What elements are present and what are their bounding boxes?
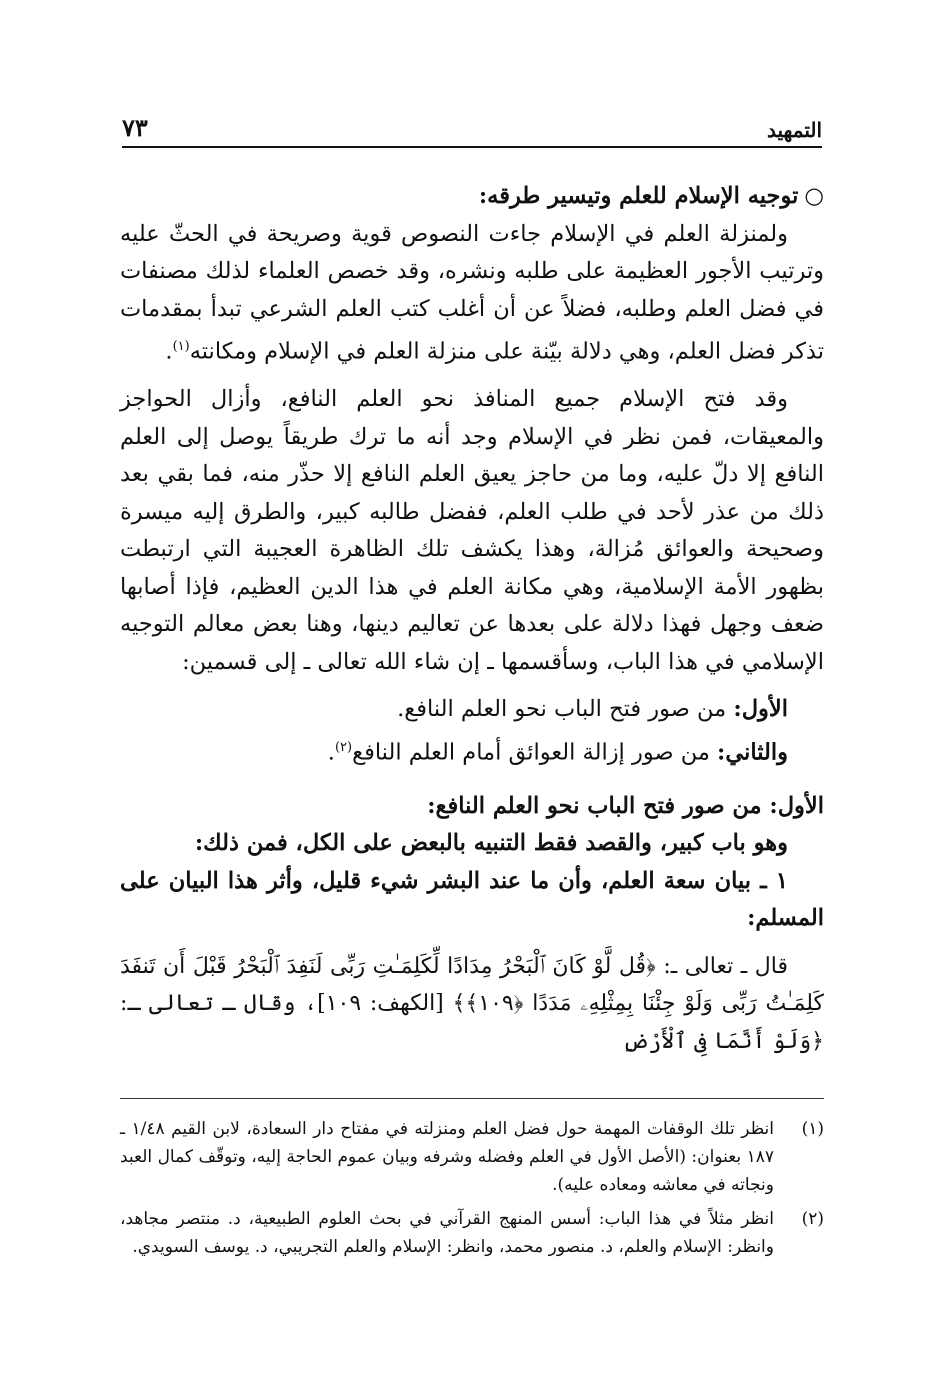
quran-verse-1: ﴿قُل لَّوْ كَانَ ٱلْبَحْرُ مِدَادًا لِّكَلِمَـٰتِ رَبِّى لَنَفِدَ ٱلْبَحْرُ قَبْلَ أَن تَنفَدَ كَلِمَـٰتُ رَبِّى وَلَوْ جِئْنَا بِمِثْلِهِۦ مَدَدًا ﴿١٠٩﴾﴾ <box>120 953 824 1016</box>
spacer <box>120 772 824 788</box>
division-item-2: والثاني: من صور إزالة العوائق أمام العلم النافع$^{(٢)}$. <box>327 739 788 765</box>
footnote-ref-2: (٢) <box>334 739 353 755</box>
quran-verse-2: ﴿وَلَوْ أَنَّمَا فِى ٱلْأَرْضِ <box>622 1028 824 1054</box>
section-heading <box>120 178 824 216</box>
paragraph-2: وقد فتح الإسلام جميع المنافذ نحو العلم النافع، وأزال الحواجز والمعيقات، فمن نظر في الإسلام وجد أنه ما ترك طريقاً يوصل إلى العلم النافع إلا دلّ عليه، وما من حاجز يعيق العلم النافع إلا حذّر منه، فما بقي بعد ذلك من عذر لأحد في طلب العلم، ففضل طالبه كبير، والطرق إليه ميسرة وصحيحة والعوائق مُزالة، وهذا يكشف تلك الظاهرة العجيبة التي ارتبطت بظهور الأمة الإسلامية، وهي مكانة العلم في هذا الدين العظيم، فإذا أصابها ضعف وجهل فهذا دلالة على بعدها عن تعاليم دينها، وهنا بعض معالم التوجيه الإسلامي في هذا الباب، وسأقسمها ـ إن شاء الله تعالى ـ إلى قسمين: <box>120 386 824 675</box>
footnote-1 <box>120 1115 824 1199</box>
spacer <box>120 371 824 381</box>
part-intro: وهو باب كبير، والقصد فقط التنبيه بالبعض على الكل، فمن ذلك: <box>194 830 788 856</box>
spacer <box>120 681 824 691</box>
paragraph-1: ولمنزلة العلم في الإسلام جاءت النصوص قوية وصريحة في الحثّ عليه وترتيب الأجور العظيمة على طلبه ونشره، وقد خصص العلماء لذلك مصنفات في فضل العلم وطلبه، فضلاً عن أن أغلب كتب العلم الشرعي تبدأ بمقدمات تذكر فضل العلم، وهي دلالة بيّنة على منزلة العلم في الإسلام ومكانته$^{(١)}$. <box>120 220 824 365</box>
item-2-text: من صور إزالة العوائق أمام العلم النافع <box>352 739 710 765</box>
item-1-label: الأول: <box>733 696 788 722</box>
chapter-title: التمهيد <box>767 118 822 142</box>
footnote-1-text: انظر تلك الوقفات المهمة حول فضل العلم ومنزلته في مفتاح دار السعادة، لابن القيم ١/٤٨ ـ ١٨٧ بعنوان: (الأصل الأول في العلم وفضله وشرفه وبيان عموم الحاجة إليه، وتوقّف كمال العبد ونجاته في معاشه ومعاده عليه). <box>120 1119 775 1195</box>
footnote-2-number: (٢) <box>801 1209 824 1229</box>
paragraph-1-text: ولمنزلة العلم في الإسلام جاءت النصوص قوية وصريحة في الحثّ عليه وترتيب الأجور العظيمة على طلبه ونشره، وقد خصص العلماء لذلك مصنفات في فضل العلم وطلبه، فضلاً عن أن أغلب كتب العلم الشرعي تبدأ بمقدمات تذكر فضل العلم، وهي دلالة بيّنة على منزلة العلم في الإسلام ومكانته <box>120 220 824 365</box>
part-heading: الأول: من صور فتح الباب نحو العلم النافع: <box>427 792 824 819</box>
point-1-heading: ١ ـ بيان سعة العلم، وأن ما عند البشر شيء قليل، وأثر هذا البيان على المسلم: <box>120 867 824 931</box>
footnote-1-number: (١) <box>801 1119 824 1139</box>
circle-bullet-icon: ○ <box>804 183 824 209</box>
footnote-2 <box>120 1205 824 1261</box>
item-2-label: والثاني: <box>717 739 788 765</box>
division-item-1 <box>120 691 824 729</box>
verse-1-reference: [الكهف: ١٠٩]، <box>304 991 444 1016</box>
footnote-2-text: انظر مثلاً في هذا الباب: أسس المنهج القرآني في بحث العلوم الطبيعية، د. منتصر مجاهد، وانظر: الإسلام والعلم، د. منصور محمد، وانظر: الإسلام والعلم التجريبي، د. يوسف السويدي. <box>120 1209 774 1257</box>
verse-paragraph <box>120 948 824 1061</box>
spacer <box>120 938 824 948</box>
running-header <box>122 108 822 148</box>
footnote-ref-1: (١) <box>172 339 190 354</box>
page-number: ٧٣ <box>122 113 148 142</box>
main-text <box>120 178 824 1060</box>
section-heading-text: توجيه الإسلام للعلم وتيسير طرقه: <box>478 183 799 209</box>
footnotes <box>120 1098 824 1267</box>
verse-2-prefix: وقال ـ تعالى ـ: <box>120 991 296 1016</box>
item-1-text: من صور فتح الباب نحو العلم النافع. <box>397 696 727 722</box>
verse-prefix: قال ـ تعالى ـ: <box>663 953 789 979</box>
